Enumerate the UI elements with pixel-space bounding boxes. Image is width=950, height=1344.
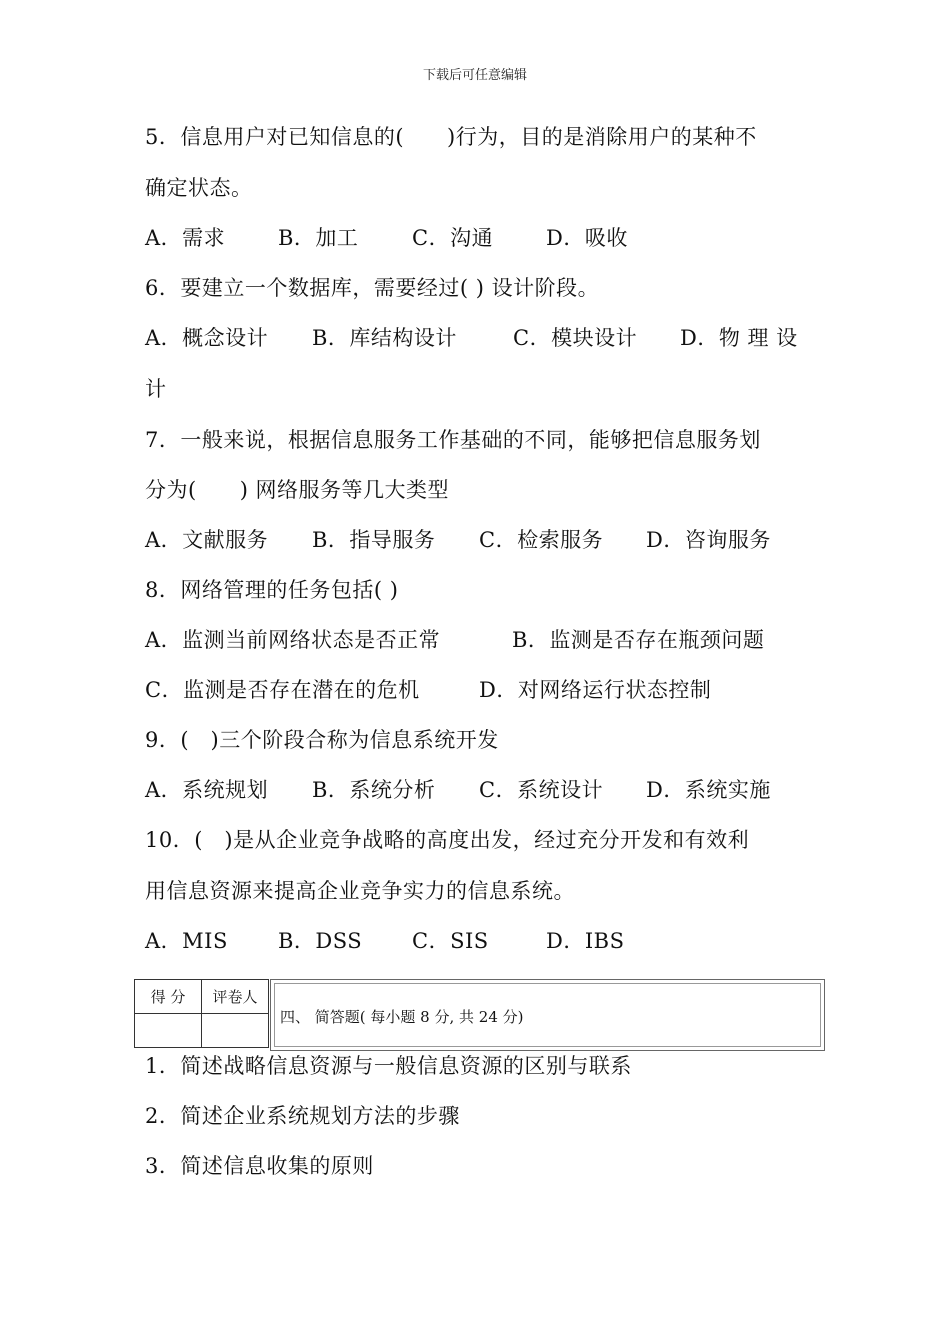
score-header: 得 分: [135, 980, 202, 1014]
option-c: C．沟通: [412, 226, 494, 250]
option-c: C．SIS: [412, 929, 489, 953]
question-7-options: [145, 525, 771, 555]
option-b: B．DSS: [278, 929, 363, 953]
grader-header: 评卷人: [202, 980, 269, 1014]
option-d: D．对网络运行状态控制: [479, 678, 712, 702]
question-5-line-2: 确定状态。: [145, 176, 253, 200]
option-d: D．吸收: [546, 226, 628, 250]
option-a: A．文献服务: [145, 528, 269, 552]
option-a: A．系统规划: [145, 778, 269, 802]
question-6-options: [145, 323, 798, 353]
option-c: C．模块设计: [513, 326, 638, 350]
question-9-options: [145, 775, 771, 805]
section-4-title: 四、 简答题( 每小题 8 分, 共 24 分): [280, 1008, 524, 1026]
option-a: A．MIS: [145, 929, 228, 953]
question-6-line-1: 6．要建立一个数据库，需要经过( ) 设计阶段。: [145, 276, 600, 300]
option-a: A．监测当前网络状态是否正常: [145, 628, 441, 652]
short-answer-1: 1．简述战略信息资源与一般信息资源的区别与联系: [145, 1054, 632, 1078]
question-5-line-1: 5．信息用户对已知信息的( )行为，目的是消除用户的某种不: [145, 125, 757, 149]
question-10-options: [145, 926, 624, 956]
option-d: D．物 理 设: [680, 326, 798, 350]
score-section-box: [134, 979, 827, 1052]
page-header: 下载后可任意编辑: [422, 68, 527, 83]
score-table: [134, 979, 269, 1048]
question-7-line-1: 7．一般来说，根据信息服务工作基础的不同，能够把信息服务划: [145, 428, 761, 452]
score-cell[interactable]: [135, 1014, 202, 1048]
option-d: D．系统实施: [646, 778, 771, 802]
question-5-options: [145, 223, 628, 253]
option-c: C．监测是否存在潜在的危机: [145, 678, 420, 702]
option-b: B．系统分析: [312, 778, 436, 802]
grader-cell[interactable]: [202, 1014, 269, 1048]
option-a: A．需求: [145, 226, 226, 250]
option-d: D．IBS: [546, 929, 625, 953]
question-10-line-2: 用信息资源来提高企业竞争实力的信息系统。: [145, 879, 575, 903]
question-8-line-1: 8．网络管理的任务包括( ): [145, 578, 399, 602]
question-8-options-row-2: [145, 675, 711, 705]
option-b: B．库结构设计: [312, 326, 457, 350]
option-a: A．概念设计: [145, 326, 269, 350]
option-b: B．监测是否存在瓶颈问题: [512, 628, 765, 652]
question-8-options-row-1: [145, 625, 764, 655]
question-10-line-1: 10．( )是从企业竞争战略的高度出发，经过充分开发和有效利: [145, 828, 750, 852]
question-6-line-wrap: 计: [145, 377, 167, 401]
question-9-line-1: 9．( )三个阶段合称为信息系统开发: [145, 728, 499, 752]
option-c: C．系统设计: [479, 778, 604, 802]
short-answer-2: 2．简述企业系统规划方法的步骤: [145, 1104, 460, 1128]
option-d: D．咨询服务: [646, 528, 771, 552]
option-b: B．指导服务: [312, 528, 436, 552]
option-c: C．检索服务: [479, 528, 604, 552]
short-answer-3: 3．简述信息收集的原则: [145, 1154, 374, 1178]
question-7-line-2: 分为( ) 网络服务等几大类型: [145, 478, 450, 502]
option-b: B．加工: [278, 226, 359, 250]
